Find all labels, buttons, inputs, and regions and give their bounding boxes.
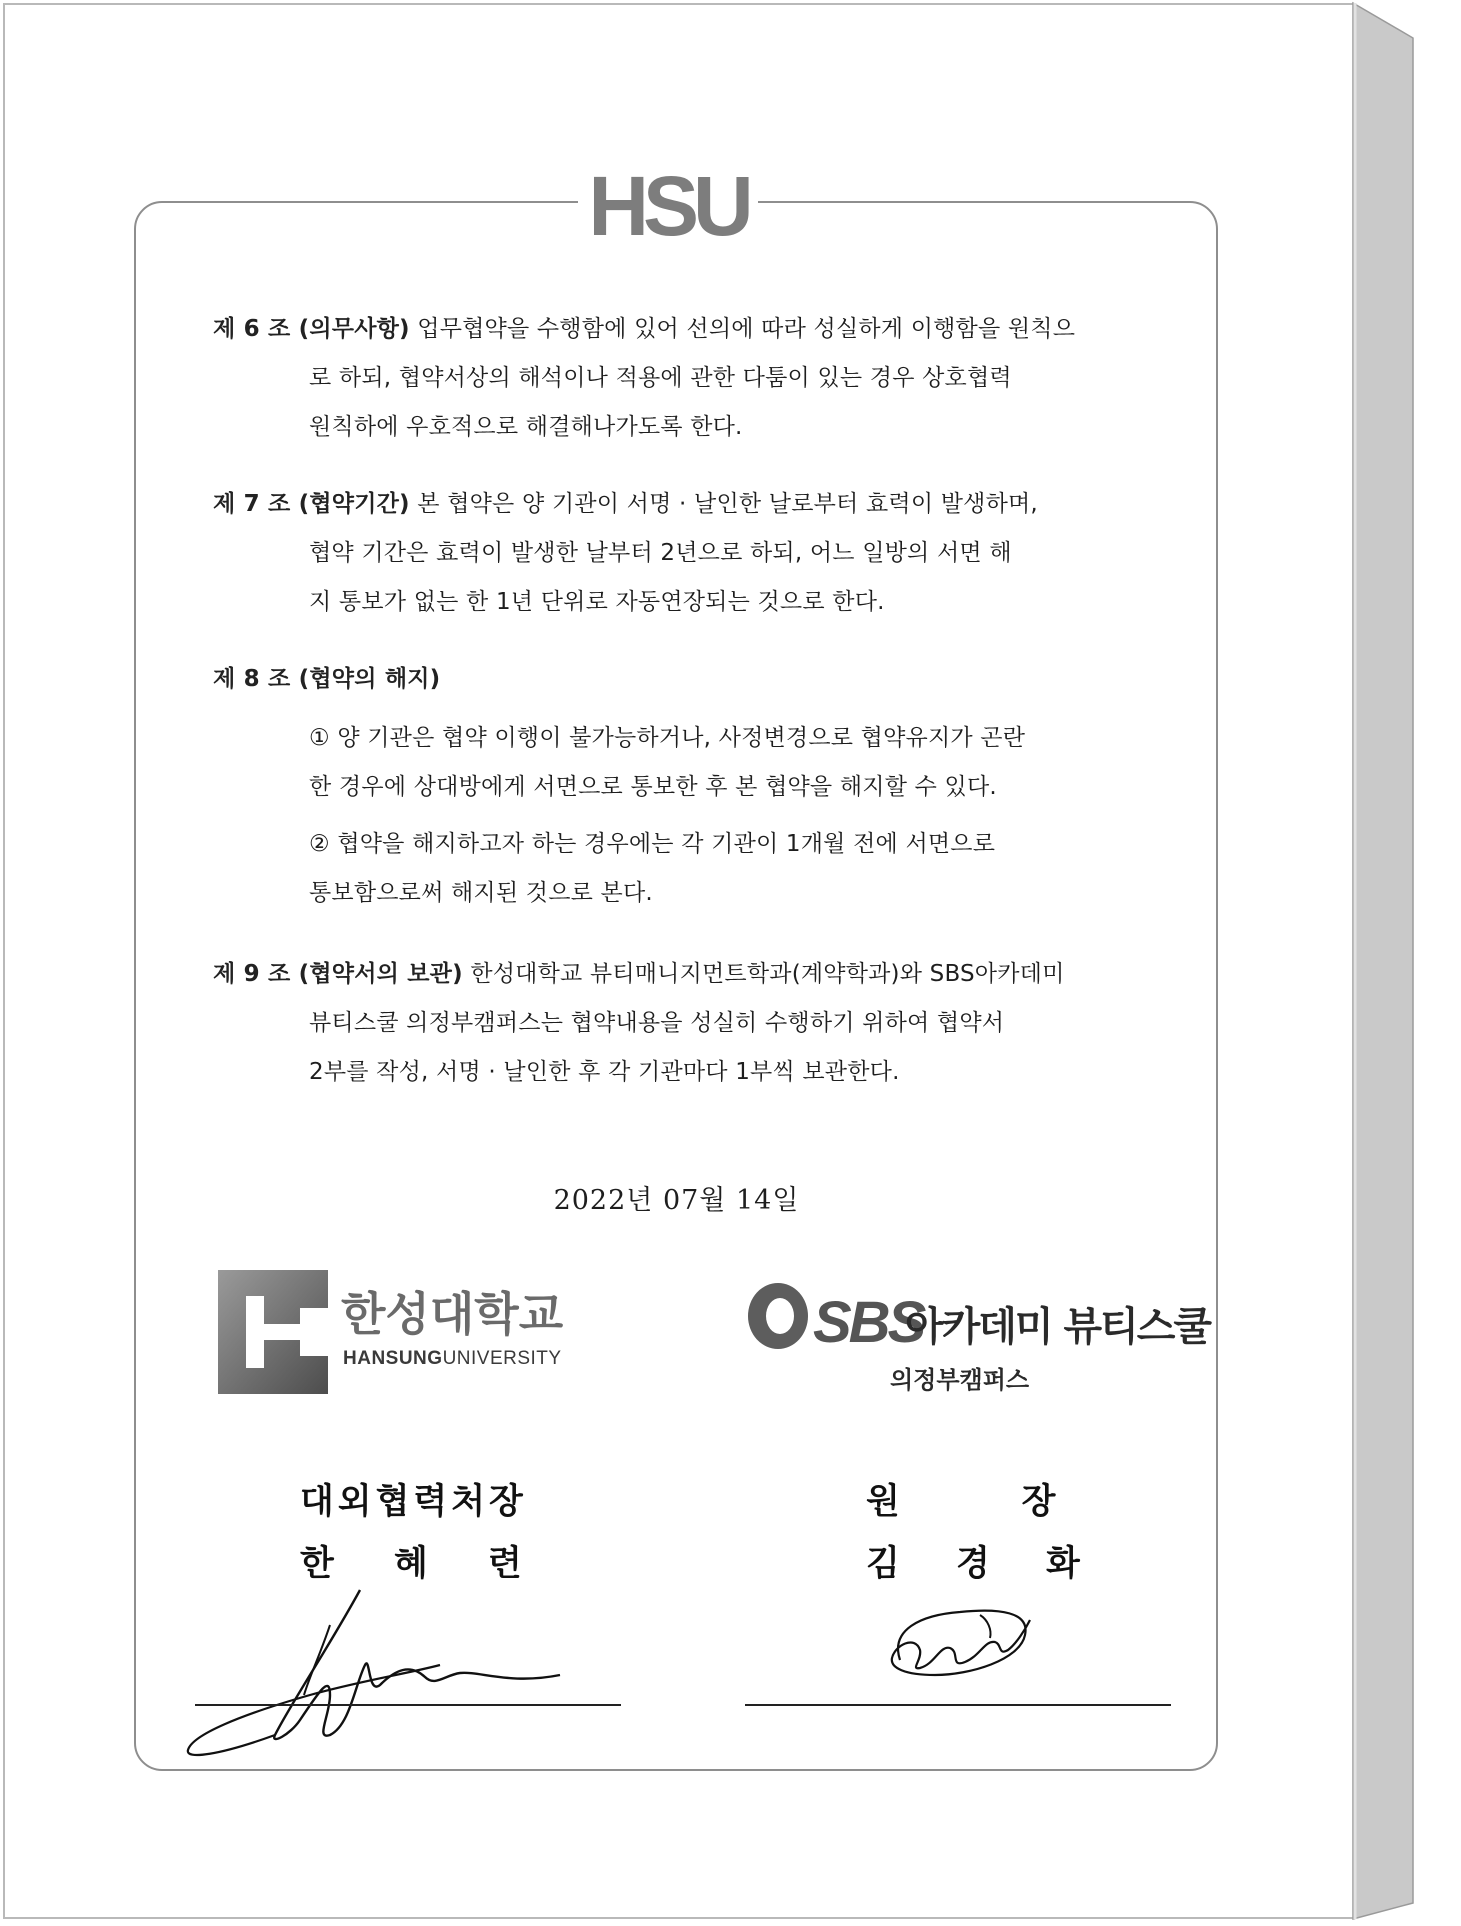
article-8-item-1-line-2: 한 경우에 상대방에게 서면으로 통보한 후 본 협약을 해지할 수 있다. xyxy=(309,774,997,800)
right-signature xyxy=(880,1590,1040,1700)
article-8-item-2-line-1: ② 협약을 해지하고자 하는 경우에는 각 기관이 1개월 전에 서면으로 xyxy=(309,831,996,857)
right-signature-line xyxy=(745,1704,1171,1706)
hansung-university-logo xyxy=(216,1268,596,1396)
article-6-line-1: 업무협약을 수행함에 있어 선의에 따라 성실하게 이행함을 원칙으 xyxy=(417,316,1076,342)
article-9-line-2: 뷰티스쿨 의정부캠퍼스는 협약내용을 성실히 수행하기 위하여 협약서 xyxy=(309,1010,1005,1036)
article-7-line-1: 본 협약은 양 기관이 서명 · 날인한 날로부터 효력이 발생하며, xyxy=(417,491,1038,517)
right-signatory-title: 원 장 xyxy=(866,1481,1056,1522)
article-6-line-3: 원칙하에 우호적으로 해결해나가도록 한다. xyxy=(309,414,743,440)
sbs-logo-sub: 의정부캠퍼스 xyxy=(890,1366,1030,1394)
article-9-head: 제 9 조 (협약서의 보관) xyxy=(213,961,463,987)
hansung-logo-en-bold: HANSUNG xyxy=(343,1348,443,1369)
svg-text:HANSUNGUNIVERSITY xyxy=(343,1348,562,1369)
article-7-head: 제 7 조 (협약기간) xyxy=(213,491,410,517)
hsu-logo xyxy=(578,159,758,253)
article-7 xyxy=(213,480,1038,627)
sbs-academy-logo xyxy=(745,1272,1211,1402)
sbs-logo-kr: 아카데미 뷰티스쿨 xyxy=(905,1304,1211,1350)
right-signatory-name: 김 경 화 xyxy=(866,1543,1084,1584)
agreement-date: 2022년 07월 14일 xyxy=(553,1185,800,1216)
article-9-line-3: 2부를 작성, 서명 · 날인한 후 각 기관마다 1부씩 보관한다. xyxy=(309,1059,900,1085)
article-7-line-2: 협약 기간은 효력이 발생한 날부터 2년으로 하되, 어느 일방의 서면 해 xyxy=(309,540,1012,566)
article-8-head: 제 8 조 (협약의 해지) xyxy=(213,666,441,692)
article-8-item-2-line-2: 통보함으로써 해지된 것으로 본다. xyxy=(309,880,653,906)
hsu-logo-text: HSU xyxy=(588,159,748,253)
article-7-line-3: 지 통보가 없는 한 1년 단위로 자동연장되는 것으로 한다. xyxy=(309,589,885,615)
article-8-item-1-line-1: ① 양 기관은 협약 이행이 불가능하거나, 사정변경으로 협약유지가 곤란 xyxy=(309,725,1026,751)
hansung-logo-kr: 한성대학교 xyxy=(341,1287,564,1341)
article-6-head: 제 6 조 (의무사항) xyxy=(213,316,410,342)
sbs-ring-icon xyxy=(748,1283,808,1349)
article-9-line-1: 한성대학교 뷰티매니지먼트학과(계약학과)와 SBS아카데미 xyxy=(470,961,1065,987)
article-9 xyxy=(213,950,1064,1097)
left-signatory-title: 대외협력처장 xyxy=(300,1481,527,1522)
hansung-logo-en-light: UNIVERSITY xyxy=(442,1348,562,1369)
article-6-line-2: 로 하되, 협약서상의 해석이나 적용에 관한 다툼이 있는 경우 상호협력 xyxy=(309,365,1012,391)
left-signatory-name: 한 혜 련 xyxy=(300,1543,526,1584)
article-8 xyxy=(213,655,1025,918)
page-edge xyxy=(1353,3,1413,1919)
left-signature-line xyxy=(195,1704,621,1706)
article-6 xyxy=(213,305,1075,452)
hansung-emblem-icon xyxy=(218,1270,328,1394)
sbs-logo-mark: SBS xyxy=(813,1290,924,1355)
left-signature xyxy=(180,1585,580,1765)
